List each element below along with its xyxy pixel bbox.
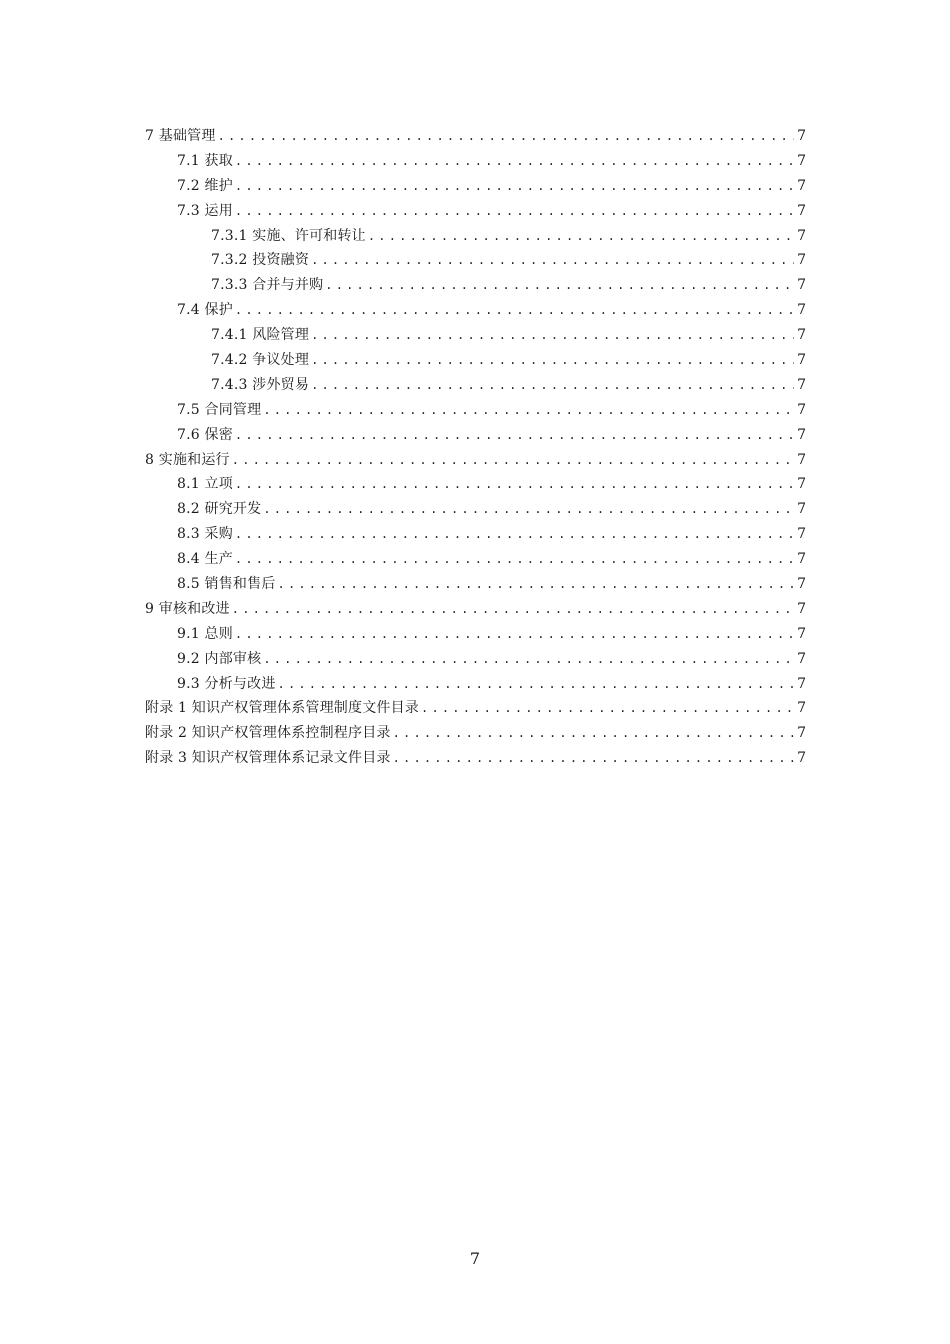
toc-entry-label: 8.3 采购 bbox=[177, 526, 233, 543]
toc-entry[interactable] bbox=[145, 199, 806, 224]
toc-entry-page: 7 bbox=[797, 128, 806, 144]
toc-entry[interactable] bbox=[145, 497, 806, 522]
toc-entry-page: 7 bbox=[797, 376, 806, 393]
toc-entry-label: 7.3.3 合并与并购 bbox=[211, 277, 324, 294]
toc-entry-label: 7 基础管理 bbox=[145, 128, 216, 144]
toc-dot-leader bbox=[311, 373, 794, 398]
toc-entry[interactable] bbox=[145, 472, 806, 497]
toc-dot-leader bbox=[232, 597, 794, 622]
toc-entry[interactable] bbox=[145, 597, 806, 622]
toc-entry[interactable] bbox=[145, 124, 806, 149]
toc-dot-leader bbox=[235, 622, 794, 647]
toc-dot-leader bbox=[232, 448, 794, 473]
toc-entry-label: 附录 3 知识产权管理体系记录文件目录 bbox=[145, 750, 391, 767]
toc-entry-page: 7 bbox=[797, 625, 806, 642]
toc-dot-leader bbox=[325, 273, 794, 298]
toc-dot-leader bbox=[311, 348, 794, 373]
toc-dot-leader bbox=[235, 199, 794, 224]
toc-entry-label: 8 实施和运行 bbox=[145, 451, 230, 468]
toc-entry-page: 7 bbox=[797, 725, 806, 742]
toc-entry-page: 7 bbox=[797, 675, 806, 692]
toc-entry-label: 7.5 合同管理 bbox=[177, 401, 262, 418]
toc-entry[interactable] bbox=[145, 273, 806, 298]
toc-entry-label: 7.2 维护 bbox=[177, 177, 233, 194]
toc-entry-page: 7 bbox=[797, 576, 806, 593]
table-of-contents bbox=[145, 124, 806, 771]
toc-entry[interactable] bbox=[145, 647, 806, 672]
toc-entry[interactable] bbox=[145, 746, 806, 771]
toc-entry-page: 7 bbox=[797, 650, 806, 667]
toc-entry-page: 7 bbox=[797, 476, 806, 493]
toc-entry[interactable] bbox=[145, 522, 806, 547]
toc-dot-leader bbox=[278, 672, 794, 697]
toc-entry-page: 7 bbox=[797, 401, 806, 418]
toc-entry-label: 7.6 保密 bbox=[177, 426, 233, 443]
toc-entry-page: 7 bbox=[797, 750, 806, 767]
toc-entry[interactable] bbox=[145, 696, 806, 721]
toc-entry-page: 7 bbox=[797, 551, 806, 568]
toc-entry-page: 7 bbox=[797, 177, 806, 194]
toc-entry-label: 附录 2 知识产权管理体系控制程序目录 bbox=[145, 725, 391, 742]
toc-dot-leader bbox=[235, 423, 794, 448]
toc-dot-leader bbox=[421, 696, 794, 721]
toc-entry-label: 7.3 运用 bbox=[177, 202, 233, 219]
toc-entry[interactable] bbox=[145, 224, 806, 249]
toc-entry-page: 7 bbox=[797, 277, 806, 294]
toc-entry[interactable] bbox=[145, 298, 806, 323]
toc-entry-page: 7 bbox=[797, 600, 806, 617]
toc-dot-leader bbox=[263, 398, 794, 423]
toc-dot-leader bbox=[311, 323, 794, 348]
toc-entry-page: 7 bbox=[797, 426, 806, 443]
toc-entry-label: 8.5 销售和售后 bbox=[177, 576, 276, 593]
toc-entry-label: 9.3 分析与改进 bbox=[177, 675, 276, 692]
toc-entry-page: 7 bbox=[797, 252, 806, 269]
toc-entry[interactable] bbox=[145, 398, 806, 423]
toc-dot-leader bbox=[263, 647, 794, 672]
toc-entry-label: 7.1 获取 bbox=[177, 152, 233, 169]
toc-entry-label: 8.4 生产 bbox=[177, 551, 233, 568]
toc-entry-page: 7 bbox=[797, 327, 806, 344]
toc-entry-label: 7.3.1 实施、许可和转让 bbox=[211, 227, 366, 244]
toc-dot-leader bbox=[235, 547, 794, 572]
toc-entry-page: 7 bbox=[797, 700, 806, 717]
toc-dot-leader bbox=[368, 224, 794, 249]
toc-dot-leader bbox=[235, 522, 794, 547]
toc-entry[interactable] bbox=[145, 373, 806, 398]
toc-entry[interactable] bbox=[145, 622, 806, 647]
toc-dot-leader bbox=[235, 298, 794, 323]
toc-entry[interactable] bbox=[145, 721, 806, 746]
toc-entry-page: 7 bbox=[797, 451, 806, 468]
toc-entry-page: 7 bbox=[797, 152, 806, 169]
toc-dot-leader bbox=[235, 472, 794, 497]
toc-entry-label: 9.2 内部审核 bbox=[177, 650, 262, 667]
toc-entry-page: 7 bbox=[797, 202, 806, 219]
toc-entry-label: 附录 1 知识产权管理体系管理制度文件目录 bbox=[145, 700, 420, 717]
toc-entry-page: 7 bbox=[797, 352, 806, 369]
toc-entry-page: 7 bbox=[797, 501, 806, 518]
toc-dot-leader bbox=[235, 149, 794, 174]
toc-entry-label: 7.4.3 涉外贸易 bbox=[211, 376, 310, 393]
toc-dot-leader bbox=[311, 248, 794, 273]
toc-entry-page: 7 bbox=[797, 227, 806, 244]
page-number: 7 bbox=[469, 1249, 481, 1268]
toc-entry-page: 7 bbox=[797, 526, 806, 543]
toc-entry[interactable] bbox=[145, 323, 806, 348]
toc-dot-leader bbox=[235, 174, 794, 199]
toc-dot-leader bbox=[278, 572, 794, 597]
toc-dot-leader bbox=[393, 746, 794, 771]
toc-dot-leader bbox=[263, 497, 794, 522]
toc-entry-label: 9 审核和改进 bbox=[145, 600, 230, 617]
toc-entry[interactable] bbox=[145, 248, 806, 273]
toc-entry-label: 7.4.1 风险管理 bbox=[211, 327, 310, 344]
toc-entry-page: 7 bbox=[797, 302, 806, 319]
toc-entry[interactable] bbox=[145, 448, 806, 473]
toc-entry[interactable] bbox=[145, 547, 806, 572]
toc-entry-label: 9.1 总则 bbox=[177, 625, 233, 642]
toc-entry[interactable] bbox=[145, 423, 806, 448]
toc-entry[interactable] bbox=[145, 149, 806, 174]
toc-dot-leader bbox=[218, 124, 794, 149]
toc-entry[interactable] bbox=[145, 174, 806, 199]
toc-entry-label: 7.4.2 争议处理 bbox=[211, 352, 310, 369]
toc-entry-label: 7.3.2 投资融资 bbox=[211, 252, 310, 269]
toc-entry-label: 8.1 立项 bbox=[177, 476, 233, 493]
toc-entry[interactable] bbox=[145, 572, 806, 597]
toc-entry[interactable] bbox=[145, 348, 806, 373]
toc-dot-leader bbox=[393, 721, 794, 746]
toc-entry-label: 7.4 保护 bbox=[177, 302, 233, 319]
toc-entry[interactable] bbox=[145, 672, 806, 697]
toc-entry-label: 8.2 研究开发 bbox=[177, 501, 262, 518]
